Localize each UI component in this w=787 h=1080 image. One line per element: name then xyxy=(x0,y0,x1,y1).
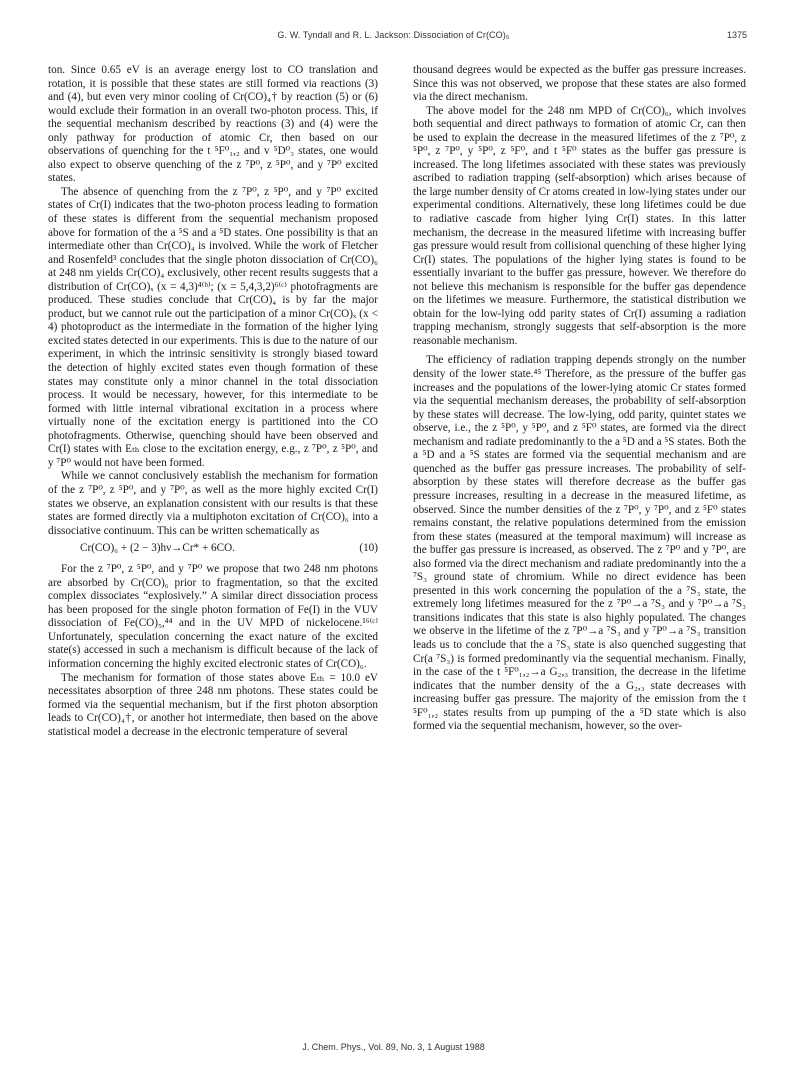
running-head xyxy=(0,30,787,46)
page-number: 1375 xyxy=(726,30,747,40)
equation-number: (10) xyxy=(359,542,378,555)
right-column xyxy=(413,64,746,734)
journal-footer: J. Chem. Phys., Vol. 89, No. 3, 1 August 1988 xyxy=(302,1042,485,1052)
paragraph: The absence of quenching from the z ⁷P⁰, z ⁵P⁰, and y ⁷P⁰ excited states of Cr(I) indicates that the two-photon process leading to formation of these states is different from the sequential mechanism proposed above for formation of the a ⁵S and a ⁵D states. One possibility is that an intermediate other than Cr(CO)₄ is involved. While the work of Fletcher and Rosenfeld³ concludes that the single photon dissociation of Cr(CO)₆ at 248 nm yields Cr(CO)₄ exclusively, other recent results suggests that a distribution of Cr(CO)ₓ (x = 4,3)⁴⁽ᵇ⁾; (x = 5,4,3,2)⁶⁽ᶜ⁾ photofragments are produced. These studies conclude that Cr(CO)₄ is by far the major product, but we cannot rule out the participation of a minor Cr(CO)ₓ (x < 4) photoproduct as the intermediate in the formation of the higher lying excited states detected in our experiments. This is due to the nature of our experiment, in which the intrinsic sensitivity is strongly biased toward the detection of highly excited states even though formation of these states may constitute only a minor channel in the total dissociation process. It would be necessary, however, for this intermediate to be formed with little internal vibrational excitation in a process where virtually none of the excitation energy is partitioned into the CO photofragments. Otherwise, quenching should have been observed and Cr(I) states with Eₜₕ close to the excitation energy, e.g., z ⁷P⁰, z ⁵P⁰, and y ⁷P⁰ would not have been formed. xyxy=(48,185,378,469)
paragraph: ton. Since 0.65 eV is an average energy lost to CO translation and rotation, it is possible that these states are still formed via reactions (3) and (4), but even very minor cooling of Cr(CO)₄† by reaction (5) or (6) would exclude their formation in an overall two-photon process. This, if the sequential mechanism described by reactions (3) and (4) were the only pathway for production of atomic Cr, then based on our observations of quenching for the t ⁵F⁰₁,₂ and v ⁵D⁰₃ states, one would also expect to observe quenching of the z ⁷P⁰, z ⁵P⁰, and y ⁷P⁰ excited states. xyxy=(48,64,378,185)
paragraph: thousand degrees would be expected as the buffer gas pressure increases. Since this was not observed, we propose that these states are also formed via the direct mechanism. xyxy=(413,64,746,104)
paragraph: For the z ⁷P⁰, z ⁵P⁰, and y ⁷P⁰ we propose that two 248 nm photons are absorbed by Cr(CO)₆ prior to fragmentation, so that the excited complex dissociates “explosively.” A similar direct dissociation process has been proposed for the single photon formation of Fe(I) in the VUV dissociation of Fe(CO)₅,⁴⁴ and in the UV MPD of nickelocene.¹⁶⁽ᶜ⁾ Unfortunately, speculation concerning the exact nature of the excited state(s) accessed in such a mechanism is difficult because of the lack of information concerning the highly excited electronic states of Cr(CO)₆. xyxy=(48,563,378,670)
paragraph: The mechanism for formation of those states above Eₜₕ = 10.0 eV necessitates absorption of three 248 nm photons. These states could be formed via the sequential mechanism, but if the first photon absorption leads to Cr(CO)₄†, or another hot intermediate, then based on the above statistical model a decrease in the electronic temperature of several xyxy=(48,671,378,738)
paragraph: The efficiency of radiation trapping depends strongly on the number density of the lower state.⁴⁵ Therefore, as the pressure of the buffer gas increases and the populations of the lower-lying atomic Cr states formed via the sequential mechanism dereases, the probability of self-absorption by these states will decrease. The low-lying, odd parity, quintet states we observe, i.e., the z ⁵P⁰, y ⁵P⁰, and z ⁵F⁰ states, are formed via the direct mechanism and radiate predominantly to the a ⁵D and a ⁵S states. Both the a ⁵D and a ⁵S states are formed via the sequential mechanism and are quenched as the buffer gas pressure increases. The probability of self-absorption by these states will therefore decrease as the buffer gas pressure increases, resulting in a decrease in the measured lifetime, as observed. Since the number densities of the z ⁷P⁰, y ⁷P⁰, and z ⁵F⁰ states remains constant, the relative populations determined from the emission from these states (measured at the temporal maximum) will increase as the buffer gas pressure is increased, as observed. The z ⁷P⁰ and y ⁷P⁰, are also formed via the direct mechanism and radiate predominantly into the a ⁷S₃ ground state of chromium. While no direct evidence has been presented in this work concerning the population of the a ⁷S₃ state, the extremely long lifetimes measured for the z ⁷P⁰→a ⁷S₃ and y ⁷P⁰→a ⁷S₃ transitions indicates that this state is also highly populated. The changes we observe in the lifetime of the z ⁷P⁰→a ⁷S₃ and y ⁷P⁰→a ⁷S₃ transition leads us to conclude that the a ⁷S₃ state is also quenched suggesting that Cr(a ⁷S₃) is formed predominantly via the sequential mechanism. Finally, in the case of the t ⁵F⁰₁,₂→a G₂,₃ transition, the decrease in the lifetime indicates that the number density of the a G₂,₃ state decreases with increasing buffer gas pressure. The majority of the emission from the t ⁵F⁰₁,₂ states results from up pumping of the a ⁵D state which is also formed via the sequential mechanism, however, so the over- xyxy=(413,354,746,733)
running-title: G. W. Tyndall and R. L. Jackson: Dissociation of Cr(CO)₆ xyxy=(277,30,510,40)
paragraph: The above model for the 248 nm MPD of Cr(CO)₆, which involves both sequential and direct pathways to formation of atomic Cr, can then be used to explain the decrease in the measured lifetimes of the z ⁷P⁰, z ⁵P⁰, z ⁷P⁰, y ⁵P⁰, z ⁵F⁰, and t ⁵F⁰ states as the buffer gas pressure is increased. The long lifetimes associated with these states was previously ascribed to radiation trapping (self-absorption) which arises because of the large number density of Cr atoms created in low-lying states under our experimental conditions. Alternatively, these long lifetimes could be due to radiative cascade from higher lying Cr(I) states. In this latter mechanism, the decrease in the measured lifetime with increasing buffer gas pressure would result from collisional quenching of these higher lying Cr(I) states. The populations of the higher lying states is found to be essentially invariant to the buffer gas pressure, however. We therefore do not believe this mechanism is responsible for the buffer gas dependence on the lifetimes we measure. Furthermore, the statistical distribution we obtain for the low-lying odd parity states of Cr(I) assuming a radiation trapping mechanism, strongly suggests that self-absorption is the more reasonable mechanism. xyxy=(413,104,746,347)
equation-10 xyxy=(48,542,378,557)
equation-body: Cr(CO)₆ + (2 − 3)hν→Cr* + 6CO. xyxy=(80,542,235,555)
paragraph: While we cannot conclusively establish the mechanism for formation of the z ⁷P⁰, z ⁵P⁰, and y ⁷P⁰, as well as the more highly excited Cr(I) states we observe, an explanation consistent with our results is that these states are formed directly via a multiphoton excitation of Cr(CO)₆ into a dissociative continuum. This can be written schematically as xyxy=(48,470,378,537)
left-column xyxy=(48,64,378,739)
